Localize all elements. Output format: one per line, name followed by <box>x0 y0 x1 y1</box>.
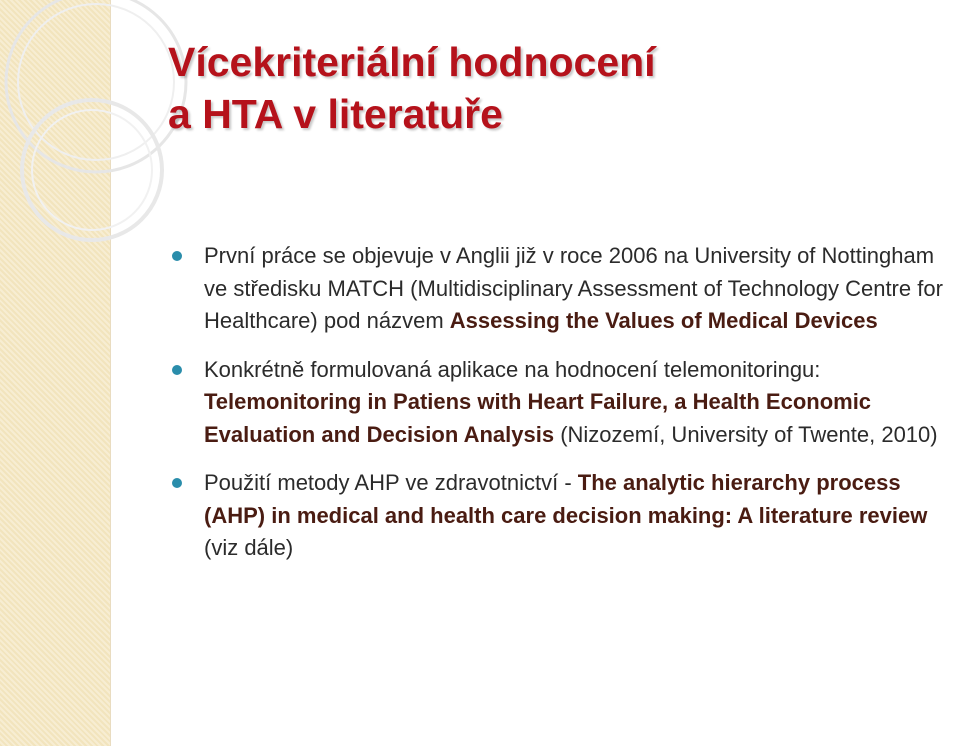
slide-title <box>168 36 928 140</box>
bullet-emphasis: The analytic hierarchy process (AHP) in medical and health care decision making: A literature review <box>204 470 928 528</box>
bullet-text: Konkrétně formulovaná aplikace na hodnocení telemonitoringu: <box>204 356 821 382</box>
deco-circle-small-inner <box>32 110 152 230</box>
deco-circle-small <box>22 100 162 240</box>
bullet-item <box>168 354 958 452</box>
bullet-list <box>168 240 958 581</box>
bullet-dot-icon <box>172 365 182 375</box>
bullet-emphasis: Telemonitoring in Patiens with Heart Failure, a Health Economic Evaluation and Decision Analysis <box>204 389 872 447</box>
bullet-item <box>168 240 958 338</box>
bullet-emphasis: Assessing the Values of Medical Devices <box>449 308 878 333</box>
bullet-text-tail: (Nizozemí, University of Twente, 2010) <box>554 421 938 447</box>
bullet-dot-icon <box>172 251 182 261</box>
bullet-text: Použití metody AHP ve zdravotnictví - <box>204 470 578 495</box>
bullet-text-tail: (viz dále) <box>204 535 294 560</box>
slide-title-line-2: a HTA v literatuře <box>168 91 503 137</box>
slide-title-line-1: Vícekriteriální hodnocení <box>168 39 656 85</box>
bullet-text: První práce se objevuje v Anglii již v roce 2006 na University of Nottingham ve středisku MATCH (Multidisciplinary Assessment of Technology Centre for Healthcare) pod názvem <box>204 243 943 333</box>
bullet-dot-icon <box>172 478 182 488</box>
bullet-item <box>168 467 958 565</box>
